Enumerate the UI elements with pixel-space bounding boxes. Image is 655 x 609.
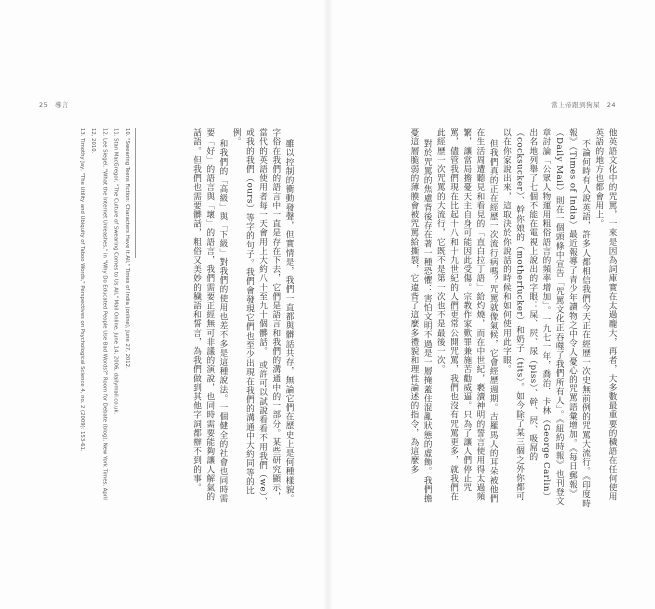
footnote-rule — [135, 128, 136, 258]
right-page-body — [368, 128, 618, 508]
right-body-paragraph: 對於咒罵的焦慮背後存在著一種恐懼：害怕文明不過是一層掩蓋住混亂狀態的虛飾。我們擔憂這層脆弱的薄膜會被咒罵給撕裂，它違背了這麼多禮貌和理性論述的指令，為這麼多 — [408, 128, 433, 504]
footnote: 13. Timothy Jay, "The Utility and Ubiquity of Taboo Words," Perspectives on Psychological Science 4, no. 2 (2009): 153-61. — [78, 128, 85, 452]
left-body-paragraph: 雖以控制的衝動發聲，但實情是，我們一直都與髒話共存，無論它們在歷史上是何種樣貌。字俗在我們的語言中一直是存在下去，它們是語言和我們的溝通中的一部分。某些研究顯示，當代的英語使用者每一天會用上大約八十至九十個髒話。 或許可以試說看看不用我們（we）、或我的我們（ours）等字的句子。我們會發現它們也至少出現在我們的溝通中大約同等的比例。 — [231, 128, 294, 506]
right-body-paragraph: 他英語文化中的咒罵，一來是因為詞庫實在太過龐大，再者，大多數最重要的穢語在任何使用英語的地方也都會用上。 — [593, 128, 617, 502]
left-page-header — [35, 100, 69, 109]
right-page — [328, 0, 655, 609]
footnote: 10. "Swearing Teens Fiction: Characters Have It All," Times of India (online), June 27, 2012. — [124, 128, 130, 369]
left-body-paragraph: 和我們的「高級」與「下級」對我們的使用也差不多是這種說法。一個健全的社會也同時需要「好」的語言與「壞」的語言，我們需要正經無可非議的演說，也同時需要能夠讓人解氣的話語。但我們也需要髒話，粗俗又美妙的穢語和誓言，為我們做到其他字詞都辦不到的事。 — [191, 128, 228, 504]
right-body-paragraph: 但我們真的正在經歷一次流行病嗎？咒罵就像氣候，它會經歷週期。古羅馬人的耳朵被他們在生活周遭聽見和看見的「直白拉丁語」給灼燒，而在中世紀，褻瀆神明的誓言使用得太過頻繁，讓當局擔憂天主自身可能因此受傷。宗教作家歎罪兼施苦勸威逼。只為了讓人們停止咒罵，儘管我們現在比起十八和十九世紀的人們更常公開咒罵，我們也沒有咒罵更多，就我們在此經歷一次咒罵的大流行，它既不是第一次也不是最後一次。 — [435, 128, 499, 504]
right-page-number: 24 — [606, 101, 616, 109]
footnotes — [68, 128, 132, 508]
right-page-header — [551, 100, 620, 109]
footnote: 12. Lee Siegel, "What the Internet Unleashes," in "Why Do Educated People Use Bad Words?" Room for Debate (blog), New York Times, April 12, 2010. — [90, 128, 108, 500]
right-body-paragraph: 不論何時有人說英語，許多人都相信我們今天正在經歷一次史無前例的咒罵大流行。《印度時報》（Times of India）最近報導了青少年讀物之中令人憂心的咒罵語彙增加。《每日郵報》（Daily Mail）則在一個頭條中宣告「咒罵文化正吞噬了我們所有人」。《紐約時報》也刊登文章討論「公眾人物運用粗俗語言的頻率增加」。一九七一年，喬治．卡林（George Carlin）出名地列舉了七個不能在電視上說出的字眼：屎、屄、尿（piss）、幹、屄、吸屌的（cocksucker）、幹你娘的（motherfucker）和奶子（tits）。如今除了某三個之外你都可以在你家說出來，這取決於你說話的時候和如何使用此字眼。 — [501, 128, 591, 508]
left-page-number: 25 — [39, 101, 49, 109]
right-page-running-title: 當上帝跟到狗屎 — [551, 101, 601, 109]
left-page-body — [145, 128, 295, 508]
footnote: 11. Stan MacGregor, "The Culture of Swearing Comes to Us All," Mail Online, June 14, 2006, dailymail.co.uk. — [112, 128, 119, 415]
left-page-running-title: 導言 — [54, 101, 69, 109]
